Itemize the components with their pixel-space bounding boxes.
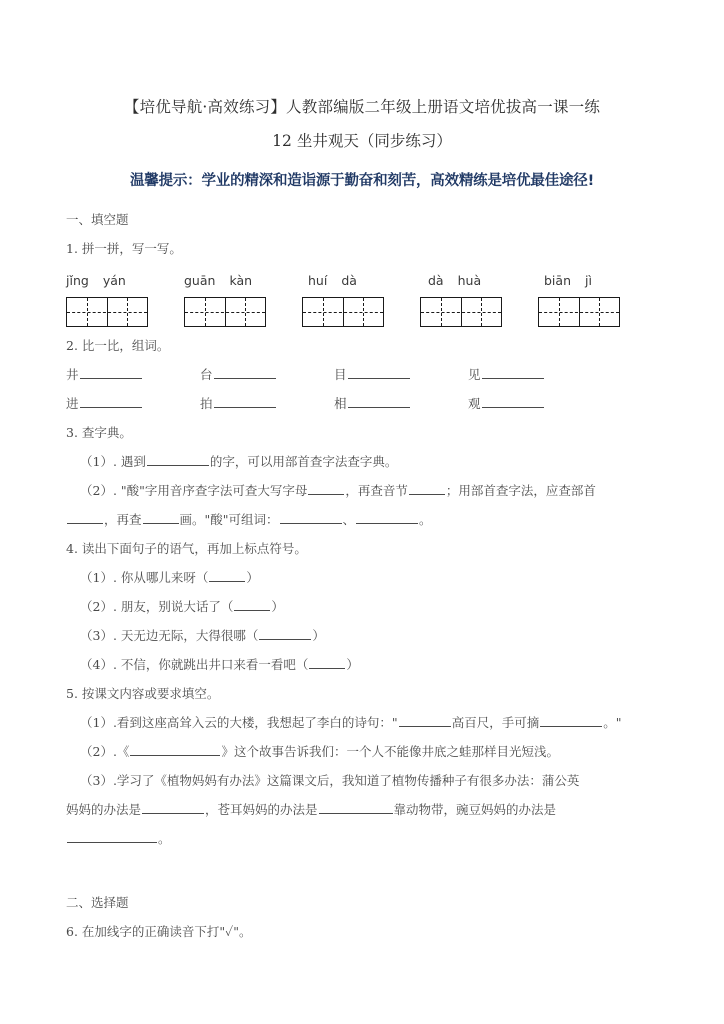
character-label: 相 [334,396,347,411]
sub-question-text: 、 [342,512,356,527]
character-label: 井 [66,367,79,382]
horizontal-guide [539,312,619,313]
sentence-tail: ） [312,628,325,643]
sub-question-text: 》这个故事告诉我们：一个人不能像井底之蛙那样目光短浅。 [221,744,559,759]
question-5-prompt: 5. 按课文内容或要求填空。 [66,686,220,701]
vertical-guide [245,298,246,326]
answer-blank[interactable] [67,511,103,524]
sentence-tail: ） [271,599,284,614]
character-label: 观 [468,396,481,411]
horizontal-guide [303,312,383,313]
pinyin-syllable: dà [428,273,444,288]
sentence-text: （4）. 不信，你就跳出井口来看一看吧（ [80,657,309,672]
compare-word-cell [66,389,143,418]
question-4-sub-3 [66,621,658,650]
vertical-guide [481,298,482,326]
section-spacer [66,853,658,879]
section-heading-fill-blank: 一、填空题 [66,212,129,227]
vertical-guide [599,298,600,326]
pinyin-labels-row [66,273,658,295]
question-4-prompt: 4. 读出下面句子的语气，再加上标点符号。 [66,541,307,556]
document-content [66,92,658,946]
vertical-guide [441,298,442,326]
pinyin-syllable: biān [544,273,571,288]
answer-blank[interactable] [80,395,142,408]
tianzige-box[interactable] [420,297,502,327]
question-6-prompt: 6. 在加线字的正确读音下打"✓"。 [66,924,252,939]
question-1-prompt: 1. 拼一拼，写一写。 [66,241,182,256]
answer-blank[interactable] [482,395,544,408]
sub-question-text: 画。"酸"可组词： [179,512,279,527]
answer-blank[interactable] [214,395,276,408]
compare-word-cell [334,360,411,389]
horizontal-guide [67,312,147,313]
compare-words-row-1 [66,360,658,389]
punctuation-blank[interactable] [234,598,270,611]
answer-blank[interactable] [280,511,342,524]
punctuation-blank[interactable] [309,656,345,669]
answer-blank[interactable] [130,743,220,756]
sentence-text: （2）. 朋友，别说大话了（ [80,599,234,614]
question-3-sub-1 [66,447,658,476]
compare-word-cell [200,389,277,418]
page-title-line2: 12 坐井观天（同步练习） [272,132,452,150]
pinyin-group-4 [428,273,481,288]
question-5-sub-3-cont-1 [66,795,658,824]
sub-question-text: 。 [158,831,171,846]
pinyin-syllable: jì [585,273,592,288]
compare-word-cell [66,360,143,389]
sentence-tail: ） [346,657,359,672]
question-2-prompt: 2. 比一比，组词。 [66,338,170,353]
sub-question-text: （2）.《 [80,744,130,759]
character-label: 目 [334,367,347,382]
punctuation-blank[interactable] [209,569,245,582]
sub-question-text: ；用部首查字法，应查部首 [445,483,596,498]
vertical-guide [205,298,206,326]
tianzige-grid-row [66,297,658,331]
section-heading-choice: 二、选择题 [66,895,129,910]
compare-word-cell [468,389,545,418]
answer-blank[interactable] [348,366,410,379]
sentence-tail: ） [246,570,259,585]
character-label: 进 [66,396,79,411]
vertical-guide [127,298,128,326]
compare-words-row-2 [66,389,658,418]
answer-blank[interactable] [67,830,157,843]
question-5-sub-2 [66,737,658,766]
answer-blank[interactable] [356,511,418,524]
sub-question-text: （1）. 遇到 [80,454,146,469]
answer-blank[interactable] [147,453,209,466]
compare-word-cell [468,360,545,389]
sentence-text: （1）. 你从哪儿来呀（ [80,570,209,585]
tip-banner: 温馨提示：学业的精深和造诣源于勤奋和刻苦，高效精练是培优最佳途径! [129,173,594,189]
punctuation-blank[interactable] [259,627,311,640]
tianzige-box[interactable] [66,297,148,327]
answer-blank[interactable] [142,801,204,814]
pinyin-syllable: yán [102,273,126,288]
pinyin-syllable: dà [341,273,357,288]
answer-blank[interactable] [399,714,451,727]
pinyin-group-5 [544,273,592,288]
question-4-sub-2 [66,592,658,621]
tianzige-box[interactable] [302,297,384,327]
answer-blank[interactable] [348,395,410,408]
question-4-sub-4 [66,650,658,679]
sub-question-text: （3）.学习了《植物妈妈有办法》这篇课文后，我知道了植物传播种子有很多办法：蒲公英 [80,773,580,788]
sub-question-text: 高百尺，手可摘 [451,715,540,730]
tianzige-box[interactable] [184,297,266,327]
sub-question-text: ，再查音节 [345,483,408,498]
tianzige-box[interactable] [538,297,620,327]
vertical-guide [323,298,324,326]
pinyin-group-1 [66,273,126,288]
question-5-sub-3-cont-2 [66,824,658,853]
sub-question-text: 。" [603,715,622,730]
horizontal-guide [185,312,265,313]
question-3-sub-2-cont [66,505,658,534]
sub-question-text: ，苍耳妈妈的办法是 [205,802,318,817]
sub-question-text: 。 [419,512,432,527]
pinyin-syllable: huí [308,273,328,288]
sub-question-text: （1）.看到这座高耸入云的大楼，我想起了李白的诗句：" [80,715,398,730]
answer-blank[interactable] [540,714,602,727]
question-3-prompt: 3. 查字典。 [66,425,132,440]
sentence-text: （3）. 天无边无际，大得很哪（ [80,628,259,643]
vertical-guide [87,298,88,326]
horizontal-guide [421,312,501,313]
answer-blank[interactable] [409,482,445,495]
sub-question-text: （2）. "酸"字用音序查字法可查大写字母 [80,483,308,498]
pinyin-group-2 [184,273,252,288]
answer-blank[interactable] [80,366,142,379]
answer-blank[interactable] [143,511,179,524]
question-4-sub-1 [66,563,658,592]
pinyin-syllable: kàn [229,273,253,288]
sub-question-text: 的字，可以用部首查字法查字典。 [209,454,398,469]
answer-blank[interactable] [482,366,544,379]
sub-question-text: 靠动物带，豌豆妈妈的办法是 [393,802,557,817]
answer-blank[interactable] [214,366,276,379]
answer-blank[interactable] [308,482,344,495]
compare-word-cell [200,360,277,389]
question-5-sub-1 [66,708,658,737]
pinyin-syllable: jǐng [66,273,89,288]
question-5-sub-3 [66,766,658,795]
sub-question-text: 妈妈的办法是 [66,802,142,817]
vertical-guide [363,298,364,326]
character-label: 见 [468,367,481,382]
pinyin-syllable: guān [184,273,216,288]
sub-question-text: ，再查 [104,512,142,527]
character-label: 拍 [200,396,213,411]
pinyin-group-3 [308,273,357,288]
compare-word-cell [334,389,411,418]
vertical-guide [559,298,560,326]
question-3-sub-2 [66,476,658,505]
answer-blank[interactable] [319,801,393,814]
character-label: 台 [200,367,213,382]
pinyin-syllable: huà [457,273,482,288]
page-title-line1: 【培优导航·高效练习】人教部编版二年级上册语文培优拔高一课一练 [123,98,601,116]
